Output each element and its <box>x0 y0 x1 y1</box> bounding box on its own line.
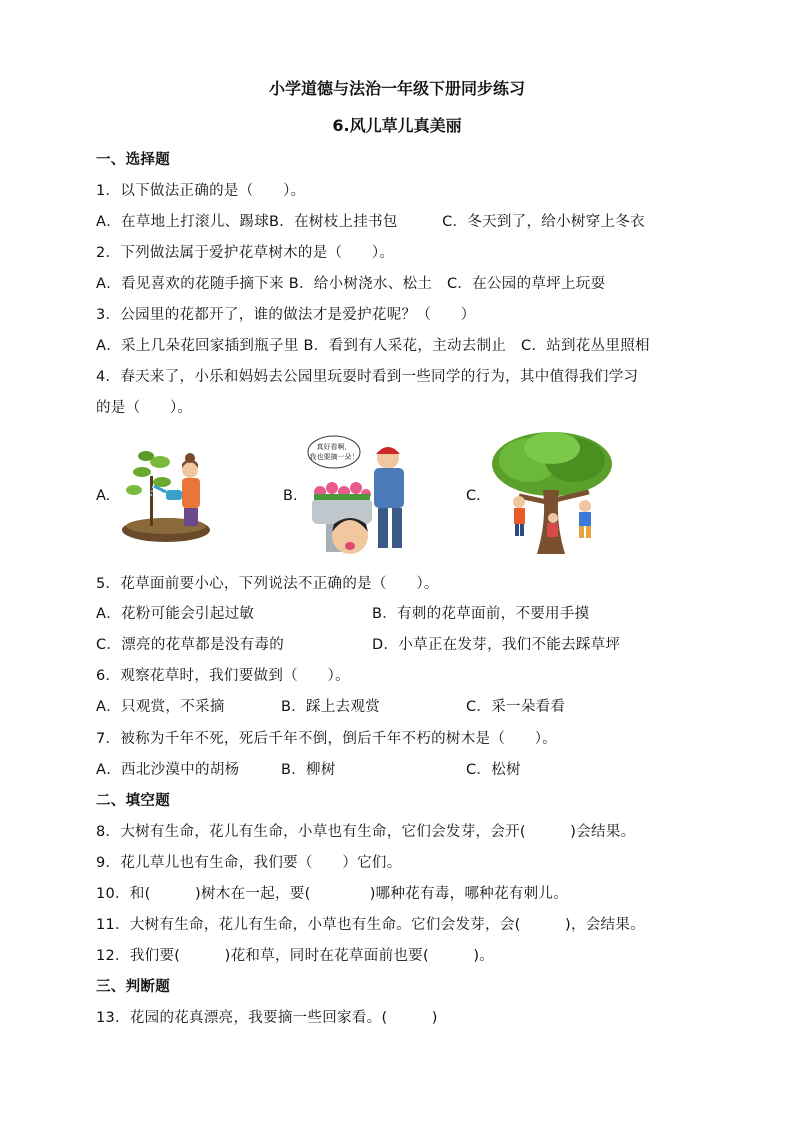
question-5-option-d: D．小草正在发芽，我们不能去踩草坪 <box>372 637 621 653</box>
question-3: 3．公园里的花都开了，谁的做法才是爱护花呢？（ ） <box>96 307 476 323</box>
question-7-option-a: A．西北沙漠中的胡杨 <box>96 762 240 778</box>
question-5-option-b: B．有刺的花草面前，不要用手摸 <box>372 606 590 622</box>
question-7: 7．被称为千年不死，死后千年不倒，倒后千年不朽的树木是（ ）。 <box>96 731 558 747</box>
question-6-option-c: C．采一朵看看 <box>466 699 566 715</box>
question-1: 1．以下做法正确的是（ ）。 <box>96 183 306 199</box>
section-judge-heading: 三、判断题 <box>96 979 170 995</box>
watering-tree-illustration <box>120 446 216 544</box>
question-6-option-a: A．只观赏，不采摘 <box>96 699 225 715</box>
question-6: 6．观察花草时，我们要做到（ ）。 <box>96 668 350 684</box>
section-fill-heading: 二、填空题 <box>96 793 170 809</box>
question-5: 5．花草面前要小心，下列说法不正确的是（ ）。 <box>96 576 439 592</box>
speech-bubble-text: 真好看啊， <box>316 443 352 451</box>
question-8: 8．大树有生命，花儿有生命，小草也有生命，它们会发芽，会开( )会结果。 <box>96 824 636 840</box>
picking-flowers-illustration <box>306 432 416 562</box>
question-11: 11．大树有生命，花儿有生命，小草也有生命。它们会发芽，会( )，会结果。 <box>96 917 645 933</box>
question-4-line-1: 4．春天来了，小乐和妈妈去公园里玩耍时看到一些同学的行为，其中值得我们学习 <box>96 369 639 385</box>
question-2-options: A．看见喜欢的花随手摘下来 B．给小树浇水、松土 C．在公园的草坪上玩耍 <box>96 276 606 292</box>
question-4-line-2: 的是（ ）。 <box>96 400 193 416</box>
climbing-tree-illustration <box>489 430 615 558</box>
question-7-option-c: C．松树 <box>466 762 521 778</box>
lesson-title: 6.风儿草儿真美丽 <box>332 116 462 135</box>
question-12: 12．我们要( )花和草，同时在花草面前也要( )。 <box>96 948 495 964</box>
question-7-option-b: B．柳树 <box>281 762 336 778</box>
question-1-options: A．在草地上打滚儿、踢球B．在树枝上挂书包 C．冬天到了，给小树穿上冬衣 <box>96 214 645 230</box>
question-9: 9．花儿草儿也有生命，我们要（ ）它们。 <box>96 855 402 871</box>
q4-option-c-label: C. <box>466 488 481 504</box>
question-3-options: A．采上几朵花回家插到瓶子里 B．看到有人采花，主动去制止 C．站到花丛里照相 <box>96 338 650 354</box>
worksheet-title: 小学道德与法治一年级下册同步练习 <box>268 79 525 98</box>
q4-option-b-label: B. <box>283 488 298 504</box>
question-5-option-a: A．花粉可能会引起过敏 <box>96 606 255 622</box>
q4-option-a-label: A. <box>96 488 111 504</box>
question-6-option-b: B．踩上去观赏 <box>281 699 381 715</box>
svg-text:我也要摘一朵！: 我也要摘一朵！ <box>309 453 359 461</box>
question-13: 13．花园的花真漂亮，我要摘一些回家看。( ) <box>96 1010 438 1026</box>
question-2: 2．下列做法属于爱护花草树木的是（ ）。 <box>96 245 395 261</box>
question-10: 10．和( )树木在一起，要( )哪种花有毒，哪种花有刺儿。 <box>96 886 569 902</box>
section-choice-heading: 一、选择题 <box>96 152 170 168</box>
question-5-option-c: C．漂亮的花草都是没有毒的 <box>96 637 285 653</box>
